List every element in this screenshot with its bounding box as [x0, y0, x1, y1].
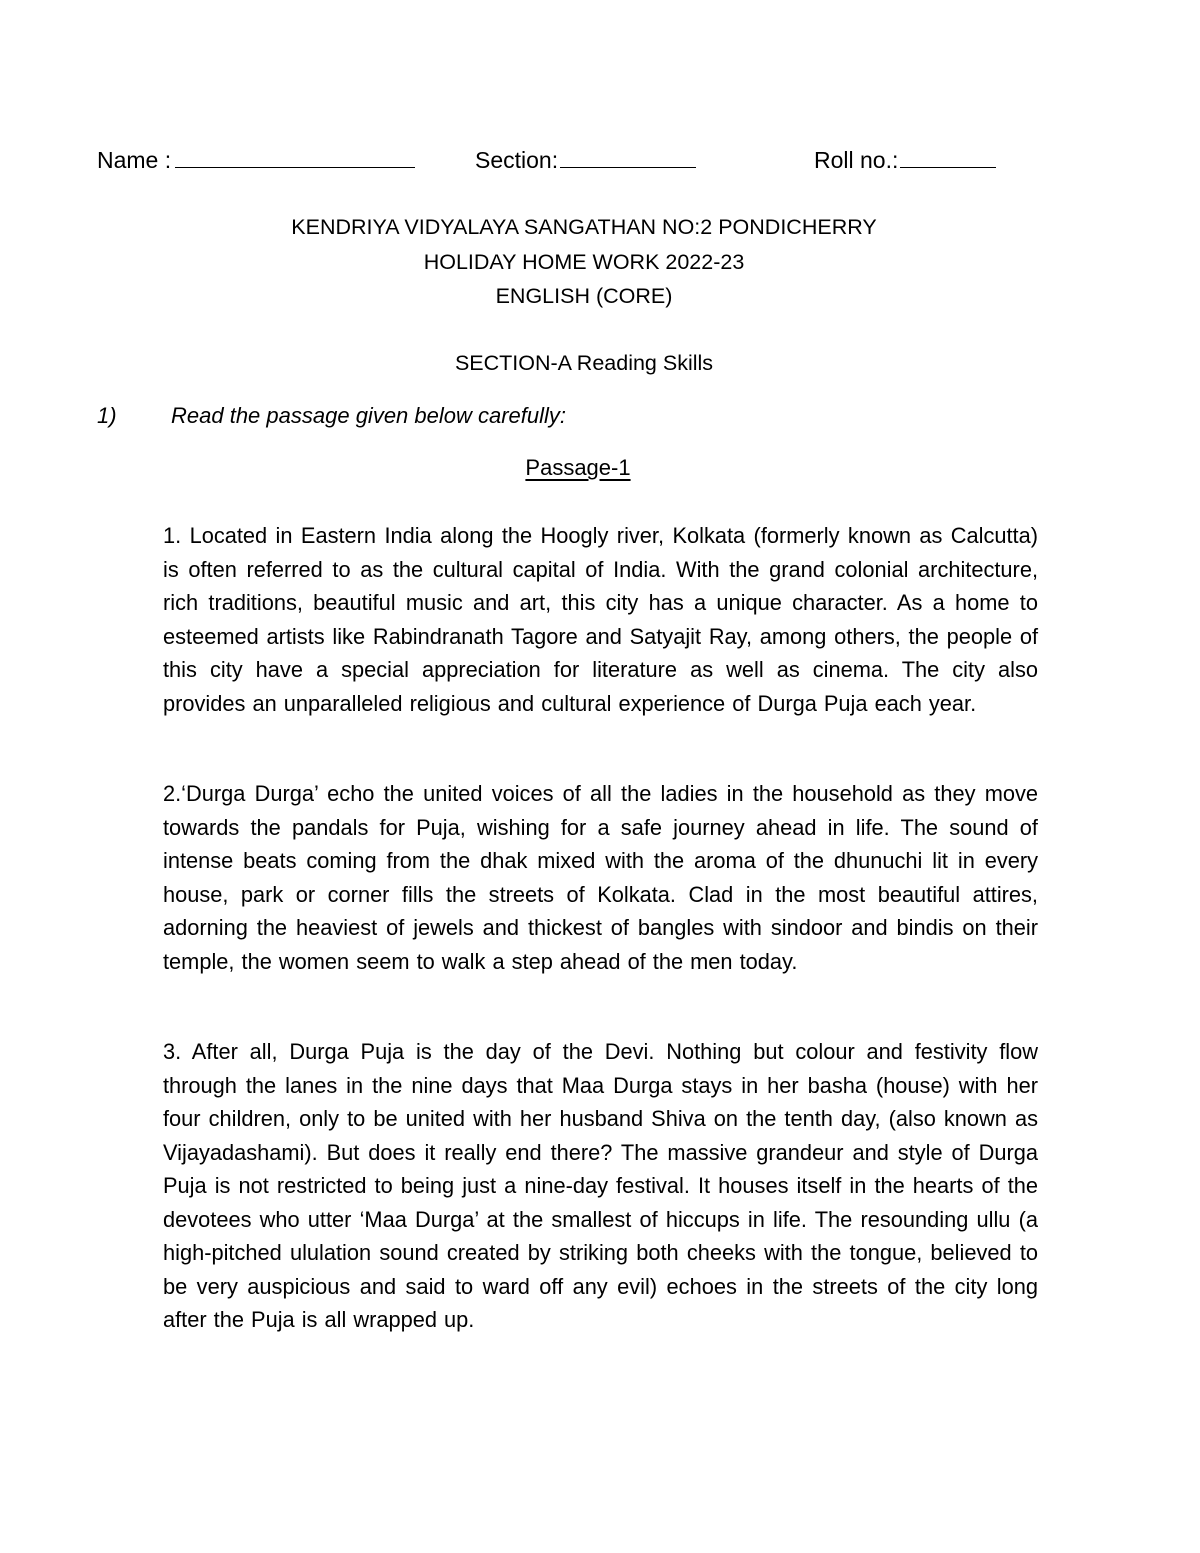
section-blank-line — [560, 145, 696, 168]
question-text: Read the passage given below carefully: — [171, 403, 567, 428]
section-heading: SECTION-A Reading Skills — [454, 351, 714, 375]
roll-blank-line — [900, 145, 996, 168]
homework-title: HOLIDAY HOME WORK 2022-23 — [423, 250, 745, 274]
question-number: 1) — [97, 403, 117, 428]
name-field — [97, 143, 415, 177]
name-blank-line — [175, 145, 415, 168]
section-field — [475, 143, 696, 177]
subject-title: ENGLISH (CORE) — [495, 284, 673, 308]
name-label: Name : — [97, 147, 172, 173]
roll-label: Roll no.: — [814, 147, 899, 173]
school-title: KENDRIYA VIDYALAYA SANGATHAN NO:2 PONDICHERRY — [291, 215, 877, 239]
passage-paragraph-1: 1. Located in Eastern India along the Hoogly river, Kolkata (formerly known as Calcutta) is often referred to as the cultural capital of India. With the grand colonial architecture, rich traditions, beautiful music and art, this city has a unique character. As a home to esteemed artists like Rabindranath Tagore and Satyajit Ray, among others, the people of this city have a special appreciation for literature as well as cinema. The city also provides an unparalleled religious and cultural experience of Durga Puja each year. — [163, 523, 1038, 716]
passage-paragraph-3: 3. After all, Durga Puja is the day of the Devi. Nothing but colour and festivity flow through the lanes in the nine days that Maa Durga stays in her basha (house) with her four children, only to be united with her husband Shiva on the tenth day, (also known as Vijayadashami). But does it really end there? The massive grandeur and style of Durga Puja is not restricted to being just a nine-day festival. It houses itself in the hearts of the devotees who utter ‘Maa Durga’ at the smallest of hiccups in life. The resounding ullu (a high-pitched ululation sound created by striking both cheeks with the tongue, believed to be very auspicious and said to ward off any evil) echoes in the streets of the city long after the Puja is all wrapped up. — [163, 1039, 1038, 1332]
passage-title: Passage-1 — [525, 455, 631, 480]
section-label: Section: — [475, 147, 559, 173]
roll-field — [814, 143, 996, 177]
passage-paragraph-2: 2.‘Durga Durga’ echo the united voices of all the ladies in the household as they move towards the pandals for Puja, wishing for a safe journey ahead in life. The sound of intense beats coming from the dhak mixed with the aroma of the dhunuchi lit in every house, park or corner fills the streets of Kolkata. Clad in the most beautiful attires, adorning the heaviest of jewels and thickest of bangles with sindoor and bindis on their temple, the women seem to walk a step ahead of the men today. — [163, 781, 1038, 974]
